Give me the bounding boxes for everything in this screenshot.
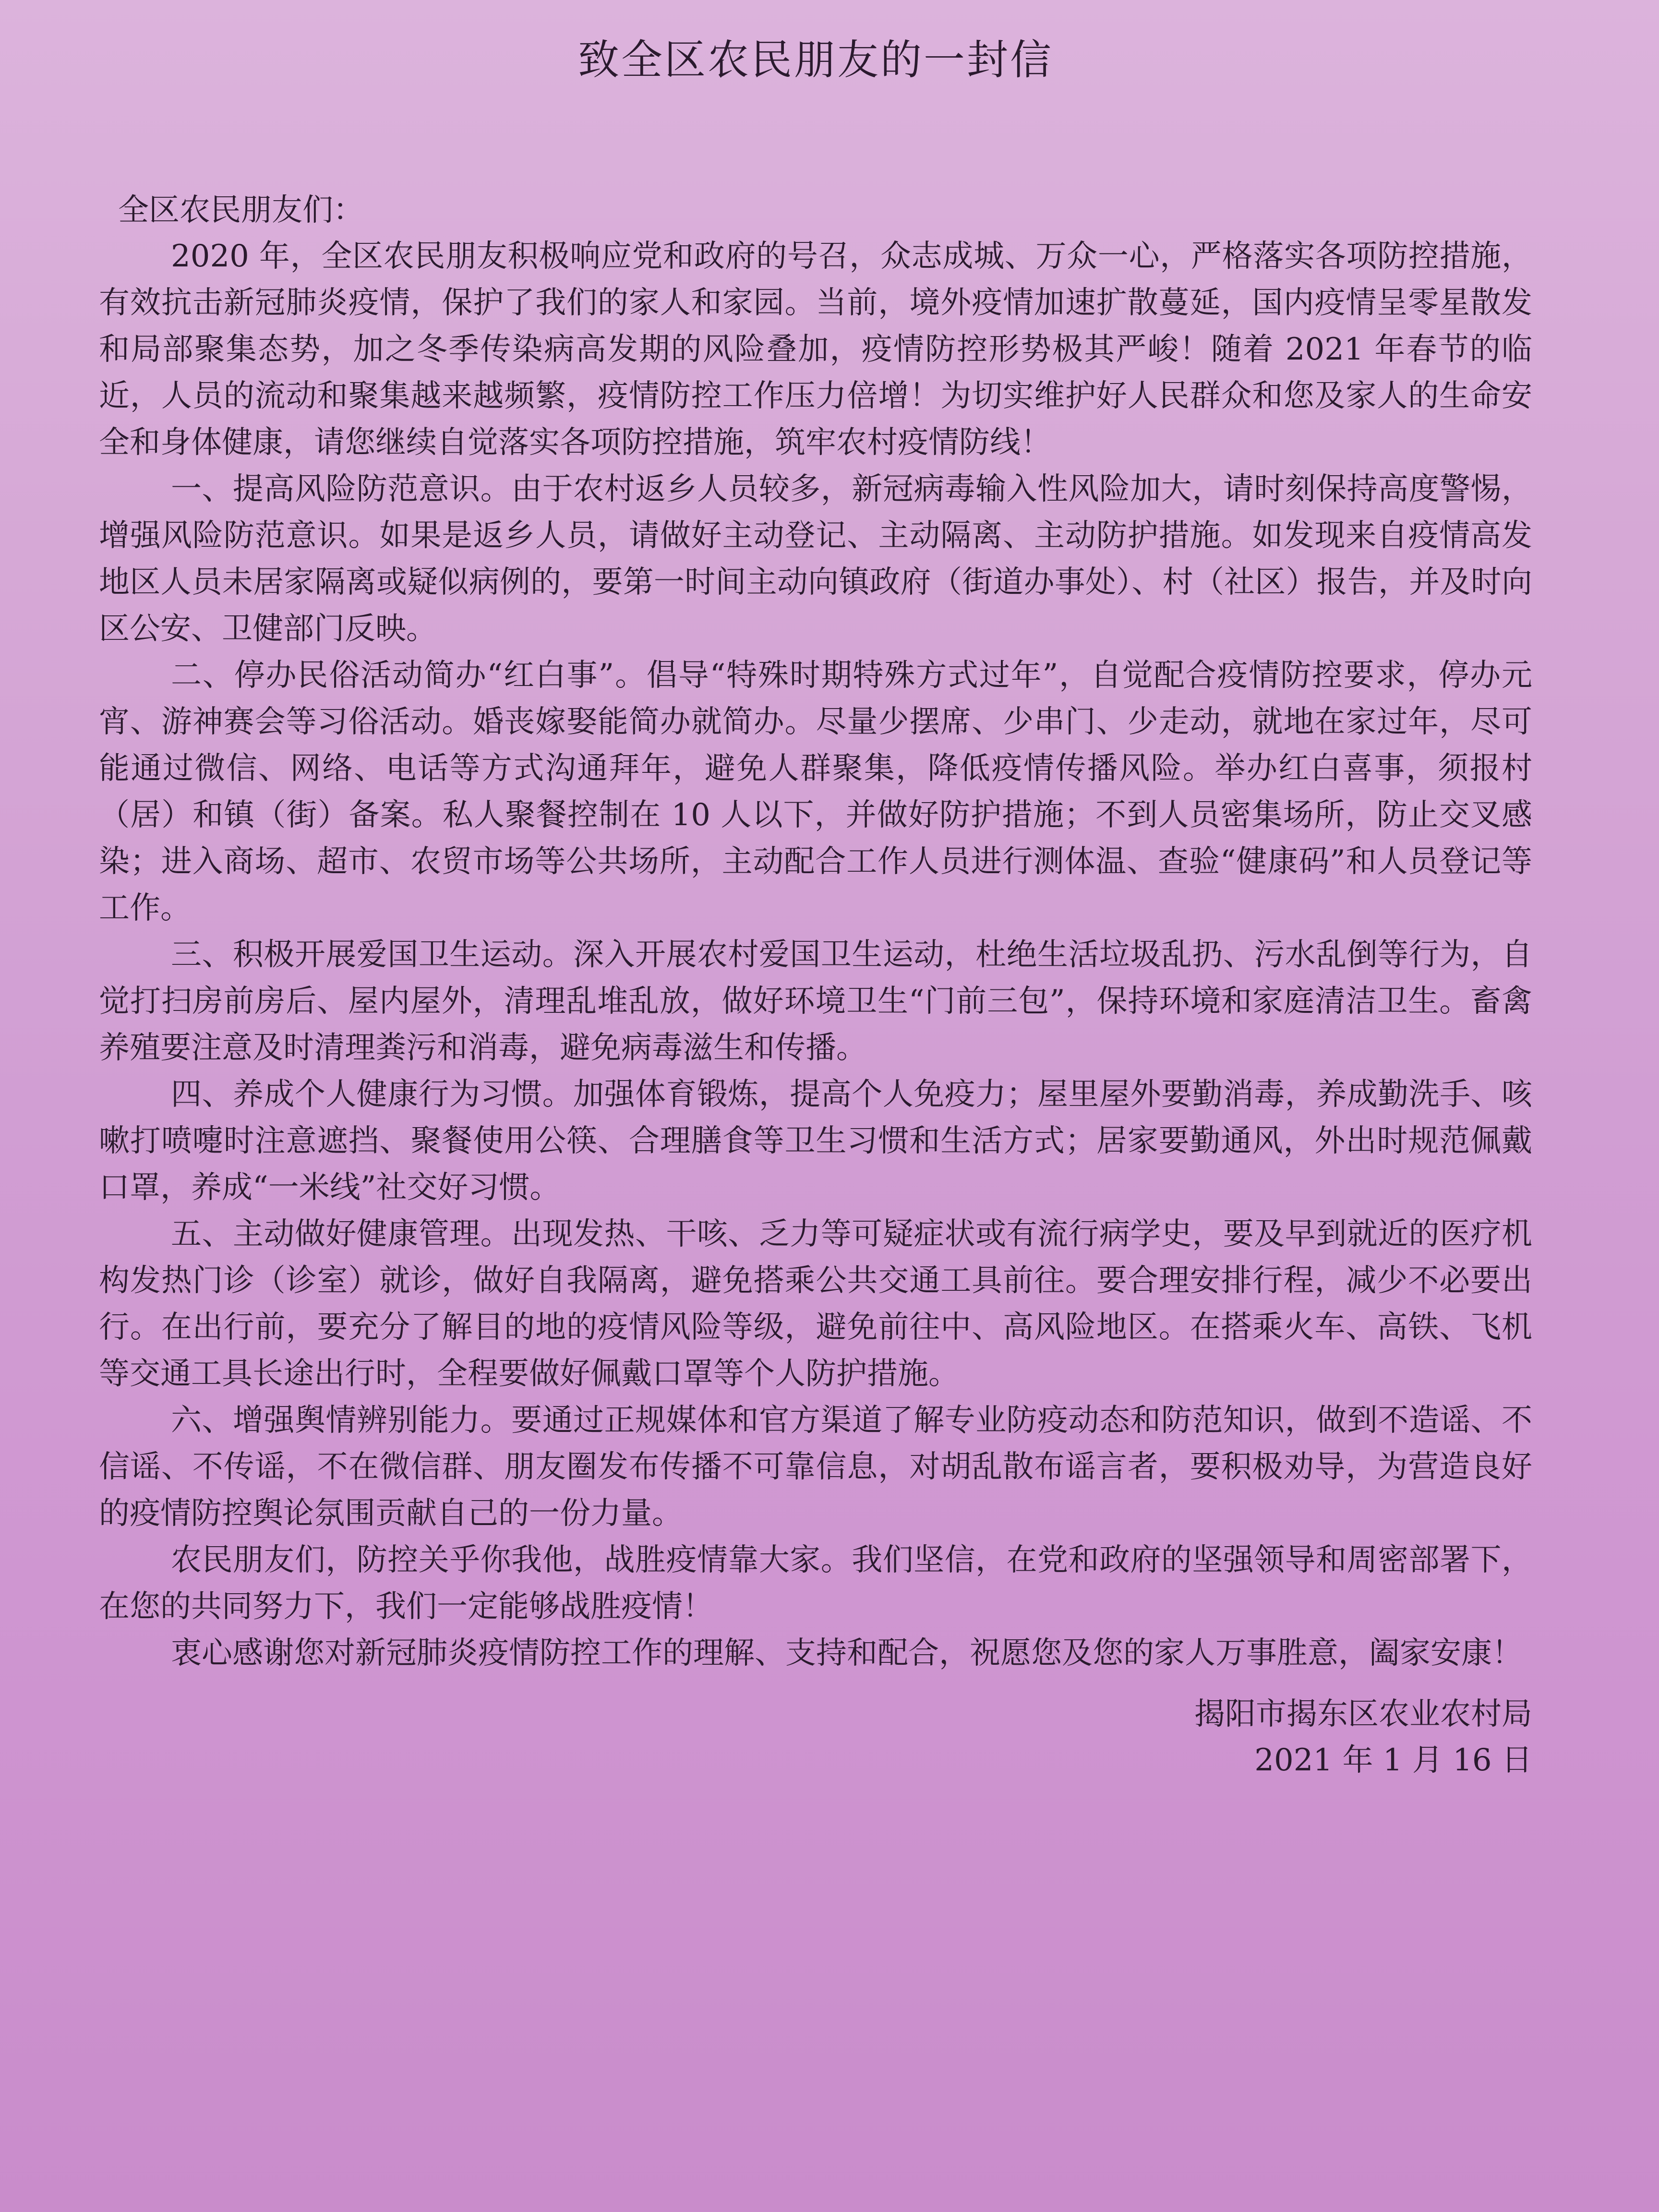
paragraph-hygiene-campaign: 三、积极开展爱国卫生运动。深入开展农村爱国卫生运动，杜绝生活垃圾乱扔、污水乱倒等行为，自觉打扫房前房后、屋内屋外，清理乱堆乱放，做好环境卫生“门前三包”，保持环境和家庭清洁卫生。畜禽养殖要注意及时清理粪污和消毒，避免病毒滋生和传播。 bbox=[99, 937, 1532, 1066]
letter-title: 致全区农民朋友的一封信 bbox=[578, 36, 1053, 84]
paragraph-closing-appeal: 农民朋友们，防控关乎你我他，战胜疫情靠大家。我们坚信，在党和政府的坚强领导和周密部署下，在您的共同努力下，我们一定能够战胜疫情！ bbox=[99, 1542, 1532, 1624]
paragraph-folk-activities: 二、停办民俗活动简办“红白事”。倡导“特殊时期特殊方式过年”，自觉配合疫情防控要求，停办元宵、游神赛会等习俗活动。婚丧嫁娶能简办就简办。尽量少摆席、少串门、少走动，就地在家过年，尽可能通过微信、网络、电话等方式沟通拜年，避免人群聚集，降低疫情传播风险。举办红白喜事，须报村（居）和镇（街）备案。私人聚餐控制在 10 人以下，并做好防护措施；不到人员密集场所，防止交叉感染；进入商场、超市、农贸市场等公共场所，主动配合工作人员进行测体温、查验“健康码”和人员登记等工作。 bbox=[99, 658, 1532, 926]
paragraph-risk-awareness: 一、提高风险防范意识。由于农村返乡人员较多，新冠病毒输入性风险加大，请时刻保持高度警惕，增强风险防范意识。如果是返乡人员，请做好主动登记、主动隔离、主动防护措施。如发现来自疫情高发地区人员未居家隔离或疑似病例的，要第一时间主动向镇政府（街道办事处）、村（社区）报告，并及时向区公安、卫健部门反映。 bbox=[99, 471, 1532, 647]
signature-block bbox=[99, 1691, 1532, 1783]
paragraph-health-management: 五、主动做好健康管理。出现发热、干咳、乏力等可疑症状或有流行病学史，要及早到就近的医疗机构发热门诊（诊室）就诊，做好自我隔离，避免搭乘公共交通工具前往。要合理安排行程，减少不必要出行。在出行前，要充分了解目的地的疫情风险等级，避免前往中、高风险地区。在搭乘火车、高铁、飞机等交通工具长途出行时，全程要做好佩戴口罩等个人防护措施。 bbox=[99, 1216, 1532, 1392]
paragraph-rumor-discernment: 六、增强舆情辨别能力。要通过正规媒体和官方渠道了解专业防疫动态和防范知识，做到不造谣、不信谣、不传谣，不在微信群、朋友圈发布传播不可靠信息，对胡乱散布谣言者，要积极劝导，为营造良好的疫情防控舆论氛围贡献自己的一份力量。 bbox=[99, 1403, 1532, 1531]
signature-date: 2021 年 1 月 16 日 bbox=[1254, 1743, 1532, 1778]
salutation: 全区农民朋友们： bbox=[118, 192, 364, 228]
paragraph-intro: 2020 年，全区农民朋友积极响应党和政府的号召，众志成城、万众一心，严格落实各项防控措施，有效抗击新冠肺炎疫情，保护了我们的家人和家园。当前，境外疫情加速扩散蔓延，国内疫情呈零星散发和局部聚集态势，加之冬季传染病高发期的风险叠加，疫情防控形势极其严峻！随着 2021 年春节的临近，人员的流动和聚集越来越频繁，疫情防控工作压力倍增！为切实维护好人民群众和您及家人的生命安全和身体健康，请您继续自觉落实各项防控措施，筑牢农村疫情防线！ bbox=[99, 239, 1532, 460]
paragraph-thanks: 衷心感谢您对新冠肺炎疫情防控工作的理解、支持和配合，祝愿您及您的家人万事胜意，阖家安康！ bbox=[171, 1635, 1523, 1671]
signature-organization: 揭阳市揭东区农业农村局 bbox=[1194, 1696, 1532, 1732]
paragraph-health-habits: 四、养成个人健康行为习惯。加强体育锻炼，提高个人免疫力；屋里屋外要勤消毒，养成勤洗手、咳嗽打喷嚏时注意遮挡、聚餐使用公筷、合理膳食等卫生习惯和生活方式；居家要勤通风，外出时规范佩戴口罩，养成“一米线”社交好习惯。 bbox=[99, 1077, 1532, 1205]
